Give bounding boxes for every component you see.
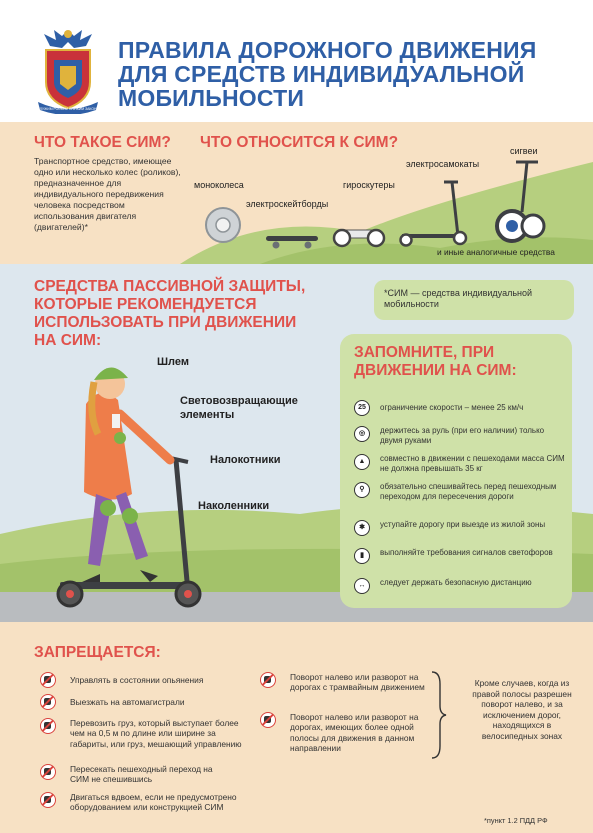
remember-item-text: ограничение скорости – менее 25 км/ч: [380, 403, 524, 412]
exception-note: Кроме случаев, когда из правой полосы разрешен поворот налево, и за исключением дорог, находящихся в велосипедных зонах: [472, 678, 572, 741]
device-label-segway: сигвеи: [510, 146, 538, 156]
remember-panel: [340, 334, 572, 608]
knee-pads-label: Наколенники: [198, 500, 270, 512]
remember-item-text: следует держать безопасную дистанцию: [380, 578, 532, 587]
sim-definition: Транспортное средство, имеющее одно или несколько колес (роликов), предназначенное для индивидуального передвижения человека посредством использования двигателя (двигателей)*: [34, 156, 181, 232]
monowheel-icon: [206, 208, 240, 242]
device-label-eskateboard: электроскейтборды: [246, 199, 329, 209]
device-label-monowheel: моноколеса: [194, 180, 244, 190]
remember-item-text: совместно в движении с пешеходами масса СИМ не должна превышать 35 кг: [380, 454, 565, 473]
protection-heading-line: СРЕДСТВА ПАССИВНОЙ ЗАЩИТЫ,: [34, 278, 306, 295]
helmet-label: Шлем: [157, 356, 190, 368]
remember-item: [354, 426, 564, 450]
protection-heading-line: ИСПОЛЬЗОВАТЬ ПРИ ДВИЖЕНИИ: [34, 314, 297, 331]
elbow-pads-label: Налокотники: [210, 454, 281, 466]
title-line: МОБИЛЬНОСТИ: [118, 85, 305, 111]
device-label-gyroscooter: гироскутеры: [343, 180, 395, 190]
speed-limit-icon: 25: [354, 400, 370, 416]
remember-item-text: выполняйте требования сигналов светофоров: [380, 548, 553, 557]
header: [0, 0, 593, 122]
no-riding-crossing-icon: [40, 764, 56, 780]
yield-icon: ✱: [354, 520, 370, 536]
remember-item: [354, 578, 564, 602]
protection-heading: [34, 278, 354, 350]
remember-item: [354, 482, 564, 506]
remember-item: [354, 520, 564, 544]
prohibited-heading: ЗАПРЕЩАЕТСЯ:: [34, 644, 161, 661]
remember-item: [354, 454, 564, 478]
no-left-turn-tram-icon: [260, 672, 276, 688]
remember-title-line: ДВИЖЕНИИ НА СИМ:: [354, 362, 517, 379]
police-emblem-icon: [34, 26, 102, 114]
protection-heading-line: НА СИМ:: [34, 332, 102, 349]
pedestrian-crossing-icon: ⚲: [354, 482, 370, 498]
prohibited-section: [0, 622, 593, 833]
weight-icon: ▲: [354, 454, 370, 470]
curly-brace-icon: [428, 670, 448, 760]
prohibited-item-text: Поворот налево или разворот на дорогах, имеющих более одной полосы для движения в данном направлении: [290, 712, 419, 754]
page-title: [118, 38, 578, 110]
prohibited-item-text: Выезжать на автомагистрали: [70, 697, 185, 707]
reflective-label: [180, 394, 298, 422]
traffic-light-icon: ▮: [354, 548, 370, 564]
remember-title: [354, 344, 564, 380]
device-label-other: и иные аналогичные средства: [437, 247, 555, 257]
what-is-heading: ЧТО ТАКОЕ СИМ?: [34, 134, 171, 151]
title-line: ПРАВИЛА ДОРОЖНОГО ДВИЖЕНИЯ: [118, 37, 537, 63]
remember-item-text: держитесь за руль (при его наличии) только двумя руками: [380, 426, 545, 445]
remember-item-text: уступайте дорогу при выезде из жилой зоны: [380, 520, 546, 529]
protection-section: [0, 264, 593, 622]
steering-wheel-icon: ◎: [354, 426, 370, 442]
protection-heading-line: КОТОРЫЕ РЕКОМЕНДУЕТСЯ: [34, 296, 257, 313]
no-left-turn-multilane-icon: [260, 712, 276, 728]
remember-title-line: ЗАПОМНИТЕ, ПРИ: [354, 344, 495, 361]
no-highway-icon: [40, 694, 56, 710]
no-drunk-driving-icon: [40, 672, 56, 688]
sim-abbrev-note: *СИМ — средства индивидуальной мобильности: [374, 280, 574, 320]
prohibited-item-text: Управлять в состоянии опьянения: [70, 675, 204, 685]
remember-item: [354, 400, 564, 424]
prohibited-item-text: Перевозить груз, который выступает более чем на 0,5 м по длине или ширине за габариты, или груз, мешающий управлению: [70, 718, 242, 749]
emblem-ribbon-text: СЛУЖИМ РОССИИ СЛУЖИМ ЗАКОНУ: [37, 107, 99, 111]
prohibited-item-text: Поворот налево или разворот на дорогах с трамвайным движением: [290, 672, 425, 693]
reflective-label-line: Световозвращающие: [180, 395, 298, 407]
device-label-escooter: электросамокаты: [406, 159, 480, 169]
prohibited-item-text: Пересекать пешеходный переход на СИМ не спешившись: [70, 764, 213, 785]
belongs-heading: ЧТО ОТНОСИТСЯ К СИМ?: [200, 134, 399, 151]
distance-icon: ↔: [354, 578, 370, 594]
title-line: ДЛЯ СРЕДСТВ ИНДИВИДУАЛЬНОЙ: [118, 61, 525, 87]
no-double-riding-icon: [40, 792, 56, 808]
what-is-sim-section: [0, 122, 593, 264]
remember-item-text: обязательно спешивайтесь перед пешеходным переходом для пересечения дороги: [380, 482, 557, 501]
prohibited-item-text: Двигаться вдвоем, если не предусмотрено оборудованием или конструкцией СИМ: [70, 792, 237, 813]
footnote: *пункт 1.2 ПДД РФ: [484, 816, 548, 825]
remember-item: [354, 548, 564, 572]
reflective-label-line: элементы: [180, 409, 235, 421]
no-cargo-icon: [40, 718, 56, 734]
